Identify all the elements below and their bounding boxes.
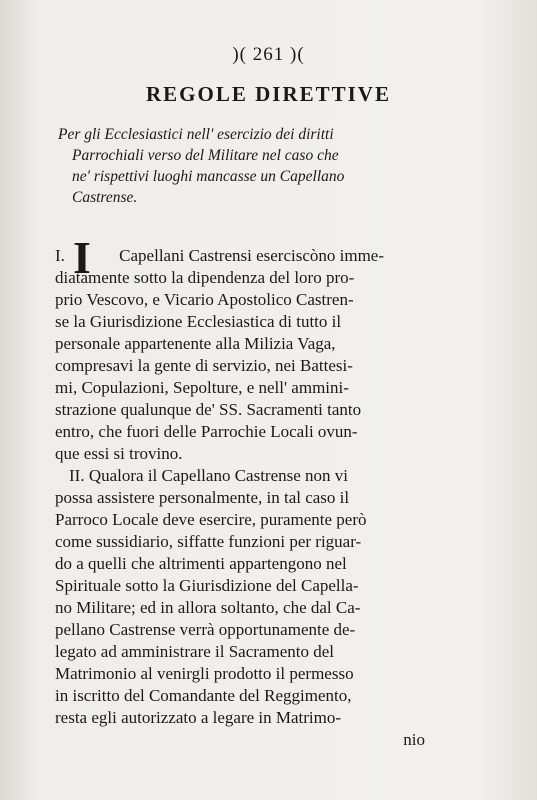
subtitle-line: Per gli Ecclesiastici nell' esercizio dei diritti [58, 126, 334, 143]
text-line: diatamente sotto la dipendenza del loro pro- [55, 268, 355, 287]
text-line: entro, che fuori delle Parrochie Locali ovun- [55, 422, 358, 441]
text-line: in iscritto del Comandante del Reggimento, [55, 686, 352, 705]
paragraph-number: I. [55, 246, 65, 265]
subtitle-line: ne' rispettivi luoghi mancasse un Capellano [72, 168, 345, 185]
paragraph-1 [55, 232, 425, 465]
text-line: resta egli autorizzato a legare in Matrimo- [55, 708, 342, 727]
text-line: II. Qualora il Capellano Castrense non vi [69, 466, 349, 485]
text-line: Parroco Locale deve esercire, puramente però [55, 510, 367, 529]
text-line: personale appartenente alla Milizia Vaga, [55, 334, 336, 353]
text-line: do a quelli che altrimenti appartengono nel [55, 554, 347, 573]
text-line: se la Giurisdizione Ecclesiastica di tutto il [55, 312, 342, 331]
text-line: no Militare; ed in allora soltanto, che dal Ca- [55, 598, 361, 617]
text-line: pellano Castrense verrà opportunamente de- [55, 620, 356, 639]
text-line: Capellani Castrensi eserciscòno imme- [119, 246, 385, 265]
text-line: Matrimonio al venirgli prodotto il permesso [55, 664, 354, 683]
text-line: Spirituale sotto la Giurisdizione del Capella- [55, 576, 359, 595]
text-line: come sussidiario, siffatte funzioni per riguar- [55, 532, 362, 551]
subtitle-line: Parrochiali verso del Militare nel caso che [72, 147, 339, 164]
text-line: prio Vescovo, e Vicario Apostolico Castren- [55, 290, 354, 309]
catchword: nio [403, 730, 425, 749]
subtitle [58, 124, 458, 208]
text-line: mi, Copulazioni, Sepolture, e nell' ammini- [55, 378, 349, 397]
page-title: REGOLE DIRETTIVE [146, 82, 391, 106]
text-line: strazione qualunque de' SS. Sacramenti tanto [55, 400, 362, 419]
subtitle-line: Castrense. [72, 189, 138, 206]
drop-initial: I [73, 232, 91, 283]
text-line: legato ad amministrare il Sacramento del [55, 642, 334, 661]
body-text [55, 232, 425, 751]
paragraph-2 [55, 465, 425, 751]
page-number: )( 261 )( [232, 44, 305, 65]
text-line: que essi si trovino. [55, 444, 183, 463]
text-line: compresavi la gente di servizio, nei Battesi- [55, 356, 353, 375]
text-line: possa assistere personalmente, in tal caso il [55, 488, 350, 507]
